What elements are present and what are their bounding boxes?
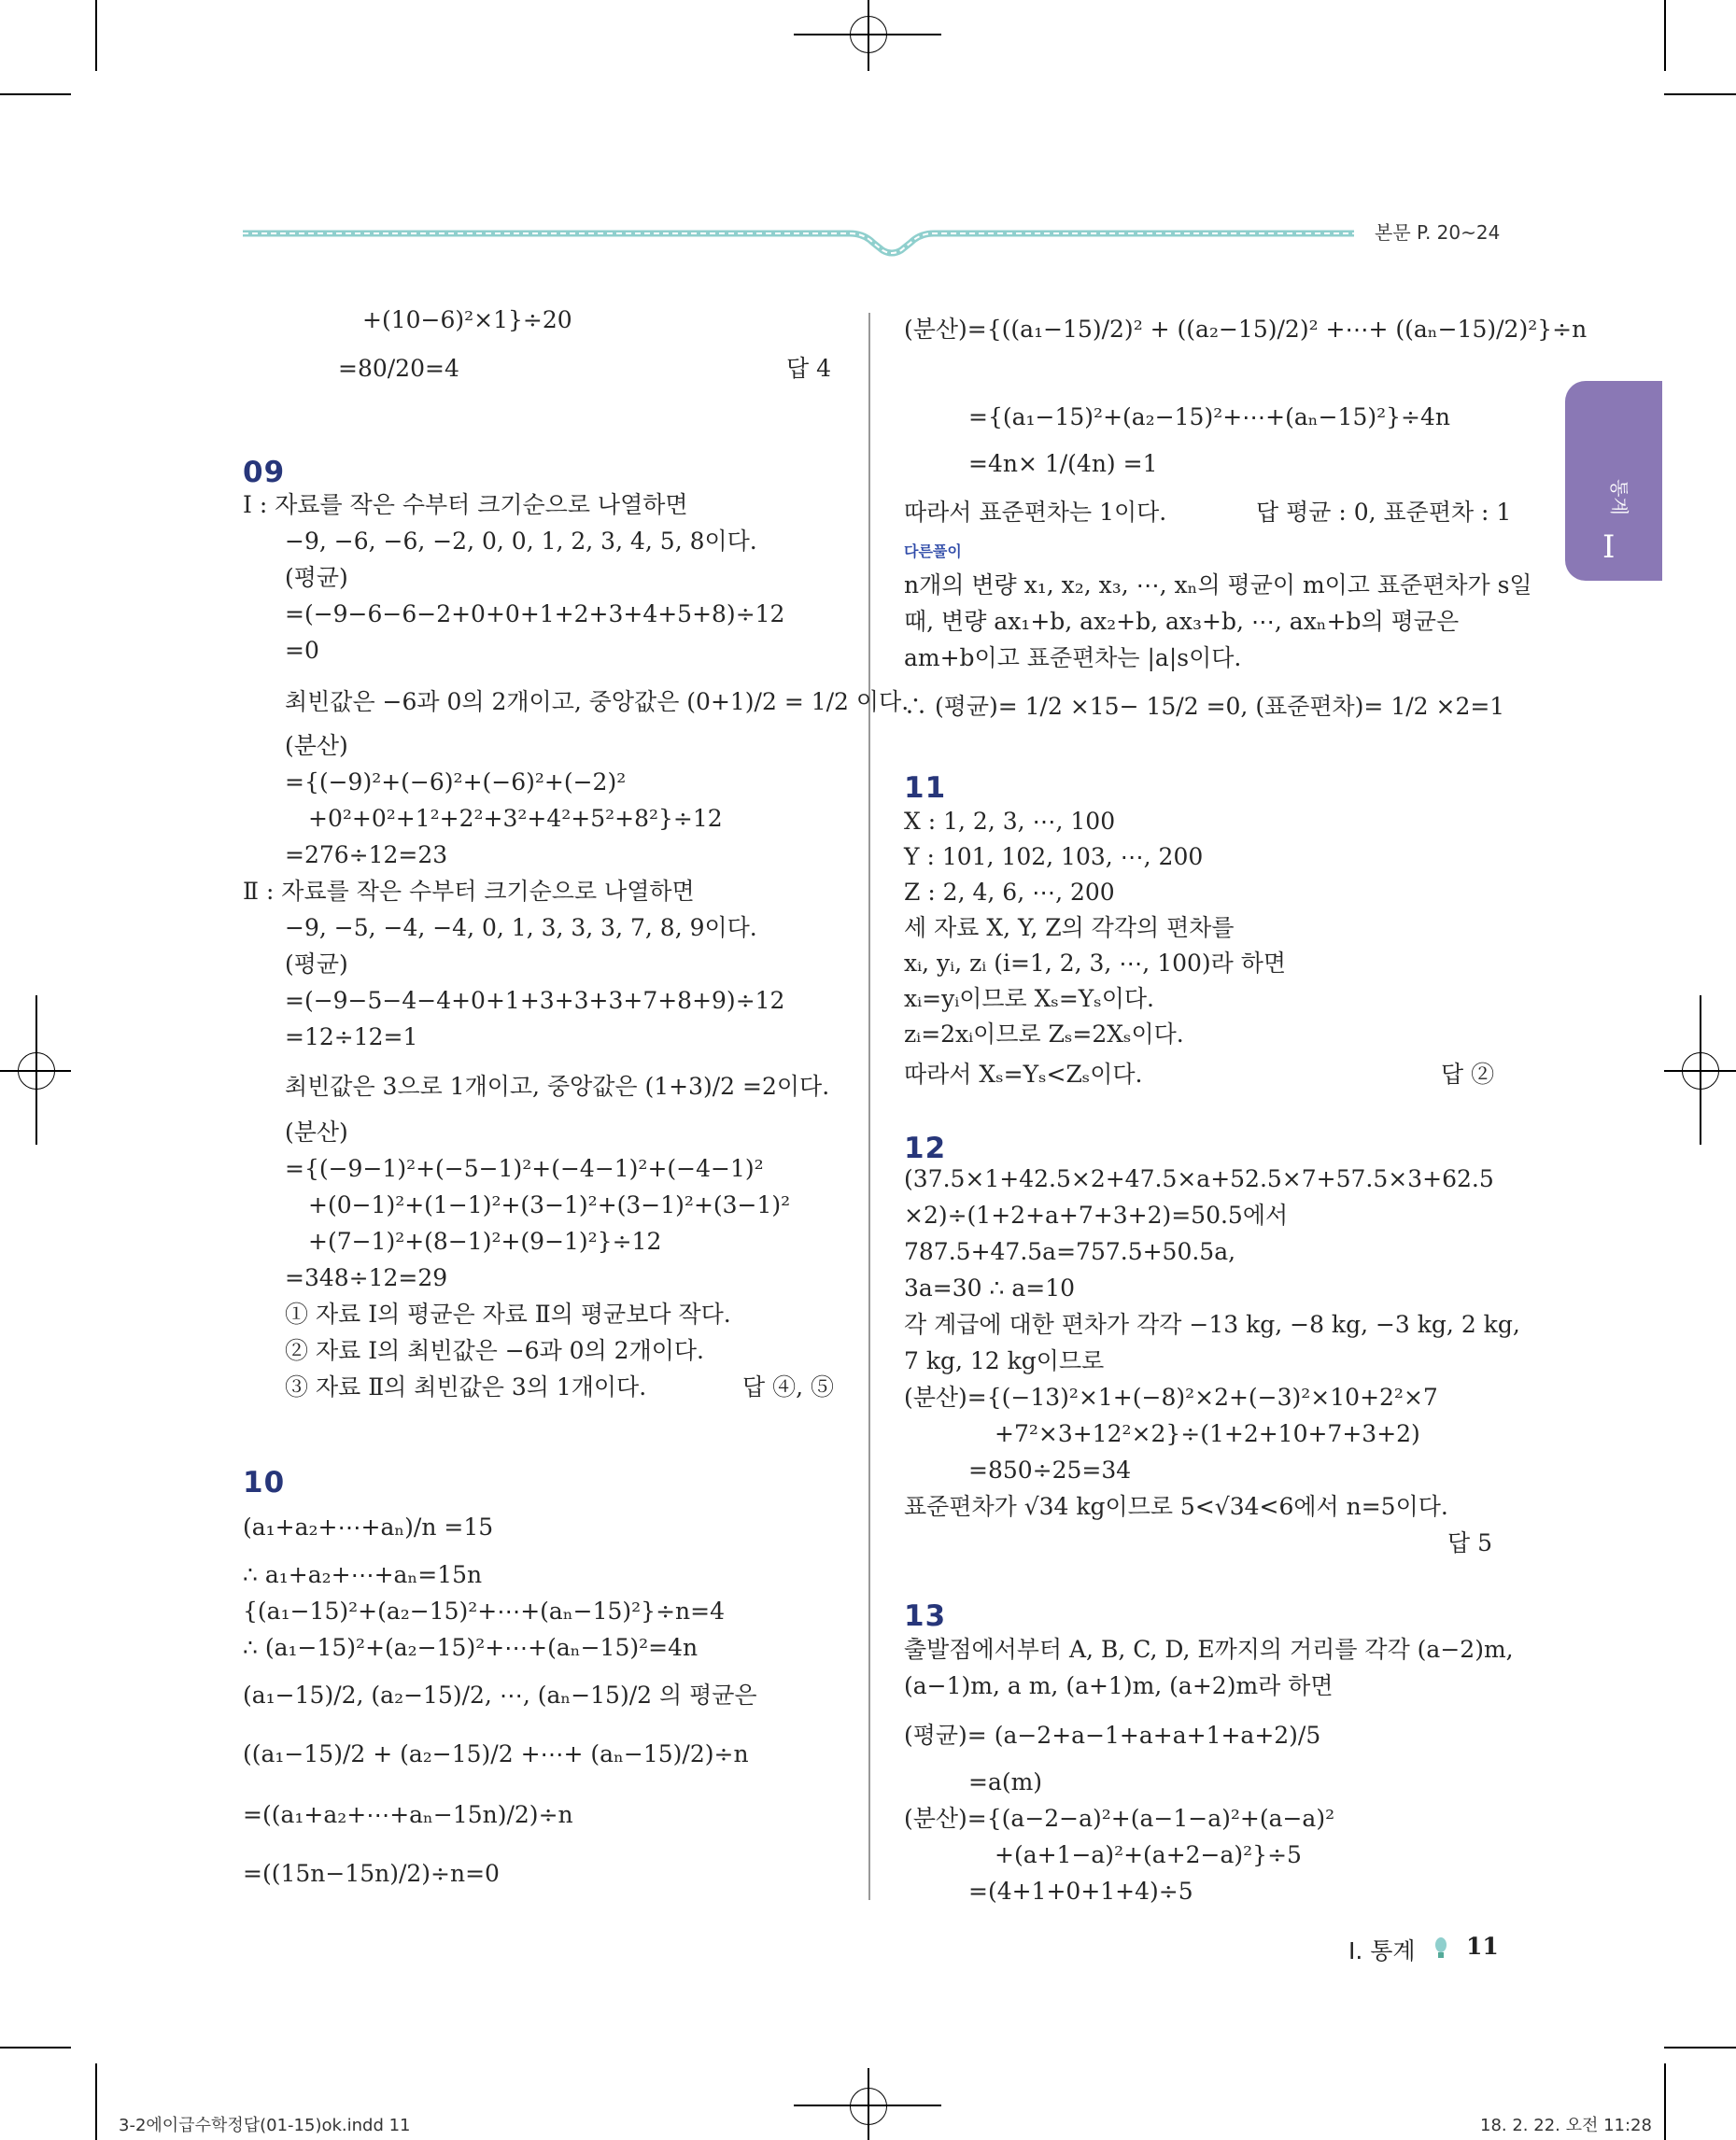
- solution-line: =(−9−5−4−4+0+1+3+3+3+7+8+9)÷12: [285, 987, 785, 1014]
- page-reference: 본문 P. 20~24: [1375, 221, 1501, 244]
- answer: 답 ④, ⑤: [742, 1373, 834, 1401]
- solution-line: 최빈값은 −6과 0의 2개이고, 중앙값은 (0+1)/2 = 1/2 이다.: [285, 688, 910, 715]
- solution-line: =((15n−15n)/2)÷n=0: [243, 1860, 500, 1887]
- crop-mark: [95, 0, 97, 71]
- solution-line: =(4+1+0+1+4)÷5: [968, 1878, 1193, 1905]
- formula-line: +(10−6)²×1}÷20: [362, 306, 572, 333]
- solution-line: ③ 자료 Ⅱ의 최빈값은 3의 1개이다.: [285, 1373, 647, 1401]
- solution-line: 세 자료 X, Y, Z의 각각의 편차를: [904, 914, 1235, 941]
- registration-mark: [1700, 995, 1701, 1145]
- solution-line: ① 자료 Ⅰ의 평균은 자료 Ⅱ의 평균보다 작다.: [285, 1301, 731, 1328]
- solution-line: {(a₁−15)²+(a₂−15)²+⋯+(aₙ−15)²}÷n=4: [243, 1598, 725, 1625]
- solution-line: 최빈값은 3으로 1개이고, 중앙값은 (1+3)/2 =2이다.: [285, 1073, 830, 1100]
- bulb-icon: [1434, 1936, 1447, 1961]
- solution-line: =(−9−6−6−2+0+0+1+2+3+4+5+8)÷12: [285, 600, 785, 627]
- solution-line: +0²+0²+1²+2²+3²+4²+5²+8²}÷12: [308, 805, 723, 832]
- solution-line: −9, −5, −4, −4, 0, 1, 3, 3, 3, 7, 8, 9이다.: [285, 914, 757, 941]
- solution-line: ② 자료 Ⅰ의 최빈값은 −6과 0의 2개이다.: [285, 1337, 704, 1364]
- solution-line: ∴ (평균)= 1/2 ×15− 15/2 =0, (표준편차)= 1/2 ×2=1: [904, 693, 1505, 720]
- crop-mark: [1664, 0, 1666, 71]
- column-divider: [868, 313, 870, 1900]
- solution-line: 출발점에서부터 A, B, C, D, E까지의 거리를 각각 (a−2)m,: [904, 1636, 1514, 1663]
- answer: 답 5: [1447, 1529, 1493, 1556]
- alt-solution-tag: 다른풀이: [904, 542, 962, 560]
- formula-line: (분산)={((a₁−15)/2)² + ((a₂−15)/2)² +⋯+ ((aₙ−15)/2)²}÷n: [904, 316, 1588, 343]
- problem-number: 12: [904, 1132, 947, 1165]
- solution-line: 따라서 Xₛ=Yₛ<Zₛ이다.: [904, 1061, 1143, 1088]
- answer: 답 4: [786, 355, 832, 382]
- crop-mark: [95, 2063, 97, 2140]
- timestamp: 18. 2. 22. 오전 11:28: [1480, 2116, 1652, 2135]
- solution-line: (분산)={(−13)²×1+(−8)²×2+(−3)²×10+2²×7: [904, 1384, 1438, 1411]
- solution-line: Y : 101, 102, 103, ⋯, 200: [904, 843, 1204, 870]
- solution-line: am+b이고 표준편차는 |a|s이다.: [904, 644, 1242, 671]
- answer: 답 ②: [1441, 1061, 1495, 1088]
- solution-line: ∴ a₁+a₂+⋯+aₙ=15n: [243, 1561, 483, 1588]
- solution-line: (a₁+a₂+⋯+aₙ)/n =15: [243, 1513, 494, 1541]
- solution-line: =850÷25=34: [968, 1457, 1132, 1484]
- solution-line: (평균): [285, 564, 348, 591]
- page-number: 11: [1466, 1933, 1499, 1960]
- crop-mark: [1664, 2047, 1736, 2048]
- solution-line: (분산): [285, 732, 348, 759]
- solution-line: Z : 2, 4, 6, ⋯, 200: [904, 879, 1115, 906]
- solution-line: 787.5+47.5a=757.5+50.5a,: [904, 1238, 1236, 1265]
- crop-mark: [0, 93, 71, 95]
- problem-number: 09: [243, 456, 286, 489]
- solution-line: zᵢ=2xᵢ이므로 Zₛ=2Xₛ이다.: [904, 1021, 1184, 1048]
- formula-line: 따라서 표준편차는 1이다.: [904, 499, 1167, 526]
- chapter-tab-label: 통계: [1607, 479, 1630, 515]
- registration-mark: [868, 2068, 869, 2140]
- solution-line: =12÷12=1: [285, 1023, 418, 1050]
- registration-mark: [868, 0, 869, 71]
- solution-line: 7 kg, 12 kg이므로: [904, 1347, 1105, 1374]
- solution-line: ={(−9)²+(−6)²+(−6)²+(−2)²: [285, 768, 627, 795]
- solution-line: 각 계급에 대한 편차가 각각 −13 kg, −8 kg, −3 kg, 2 kg,: [904, 1311, 1520, 1338]
- solution-line: =0: [285, 637, 319, 664]
- solution-line: +(a+1−a)²+(a+2−a)²}÷5: [995, 1841, 1302, 1868]
- solution-line: ∴ (a₁−15)²+(a₂−15)²+⋯+(aₙ−15)²=4n: [243, 1634, 699, 1661]
- solution-line: (평균): [285, 950, 348, 978]
- solution-line: ={(−9−1)²+(−5−1)²+(−4−1)²+(−4−1)²: [285, 1155, 764, 1182]
- crop-mark: [1664, 2063, 1666, 2140]
- solution-line: Ⅰ : 자료를 작은 수부터 크기순으로 나열하면: [243, 491, 688, 518]
- problem-number: 10: [243, 1466, 286, 1499]
- problem-number: 11: [904, 771, 947, 805]
- solution-line: 3a=30 ∴ a=10: [904, 1274, 1076, 1302]
- header-band: [238, 220, 1359, 261]
- solution-line: 때, 변량 ax₁+b, ax₂+b, ax₃+b, ⋯, axₙ+b의 평균은: [904, 608, 1460, 635]
- solution-line: +7²×3+12²×2}÷(1+2+10+7+3+2): [995, 1420, 1420, 1447]
- problem-number: 13: [904, 1599, 947, 1633]
- solution-line: ×2)÷(1+2+a+7+3+2)=50.5에서: [904, 1202, 1289, 1229]
- crop-mark: [0, 2047, 71, 2048]
- solution-line: 표준편차가 √34 kg이므로 5<√34<6에서 n=5이다.: [904, 1493, 1448, 1520]
- solution-line: xᵢ, yᵢ, zᵢ (i=1, 2, 3, ⋯, 100)라 하면: [904, 950, 1287, 977]
- formula-line: =4n× 1/(4n) =1: [968, 450, 1158, 477]
- crop-mark: [1664, 93, 1736, 95]
- solution-line: (a₁−15)/2, (a₂−15)/2, ⋯, (aₙ−15)/2 의 평균은: [243, 1682, 757, 1709]
- answer: 답 평균 : 0, 표준편차 : 1: [1256, 499, 1512, 526]
- solution-line: =348÷12=29: [285, 1264, 448, 1291]
- solution-line: =a(m): [968, 1768, 1043, 1795]
- solution-line: (평균)= (a−2+a−1+a+a+1+a+2)/5: [904, 1722, 1321, 1749]
- solution-line: =276÷12=23: [285, 841, 448, 868]
- file-info: 3-2에이급수학정답(01-15)ok.indd 11: [119, 2116, 411, 2135]
- solution-line: =((a₁+a₂+⋯+aₙ−15n)/2)÷n: [243, 1801, 573, 1828]
- formula-line: =80/20=4: [338, 355, 459, 382]
- solution-line: +(0−1)²+(1−1)²+(3−1)²+(3−1)²+(3−1)²: [308, 1191, 791, 1218]
- chapter-footer: Ⅰ. 통계: [1348, 1937, 1416, 1964]
- solution-line: (분산)={(a−2−a)²+(a−1−a)²+(a−a)²: [904, 1805, 1335, 1832]
- solution-line: xᵢ=yᵢ이므로 Xₛ=Yₛ이다.: [904, 985, 1154, 1012]
- solution-line: (37.5×1+42.5×2+47.5×a+52.5×7+57.5×3+62.5: [904, 1165, 1494, 1192]
- chapter-tab-roman: Ⅰ: [1602, 528, 1616, 566]
- chapter-tab: [1565, 381, 1662, 581]
- solution-line: X : 1, 2, 3, ⋯, 100: [904, 808, 1116, 835]
- registration-mark: [35, 995, 37, 1145]
- solution-line: n개의 변량 x₁, x₂, x₃, ⋯, xₙ의 평균이 m이고 표준편차가 s일: [904, 571, 1532, 598]
- solution-line: ((a₁−15)/2 + (a₂−15)/2 +⋯+ (aₙ−15)/2)÷n: [243, 1740, 749, 1767]
- solution-line: (a−1)m, a m, (a+1)m, (a+2)m라 하면: [904, 1672, 1334, 1699]
- solution-line: Ⅱ : 자료를 작은 수부터 크기순으로 나열하면: [243, 878, 695, 905]
- solution-line: +(7−1)²+(8−1)²+(9−1)²}÷12: [308, 1228, 662, 1255]
- solution-line: (분산): [285, 1119, 348, 1146]
- formula-line: ={(a₁−15)²+(a₂−15)²+⋯+(aₙ−15)²}÷4n: [968, 403, 1450, 430]
- solution-line: −9, −6, −6, −2, 0, 0, 1, 2, 3, 4, 5, 8이다.: [285, 528, 757, 555]
